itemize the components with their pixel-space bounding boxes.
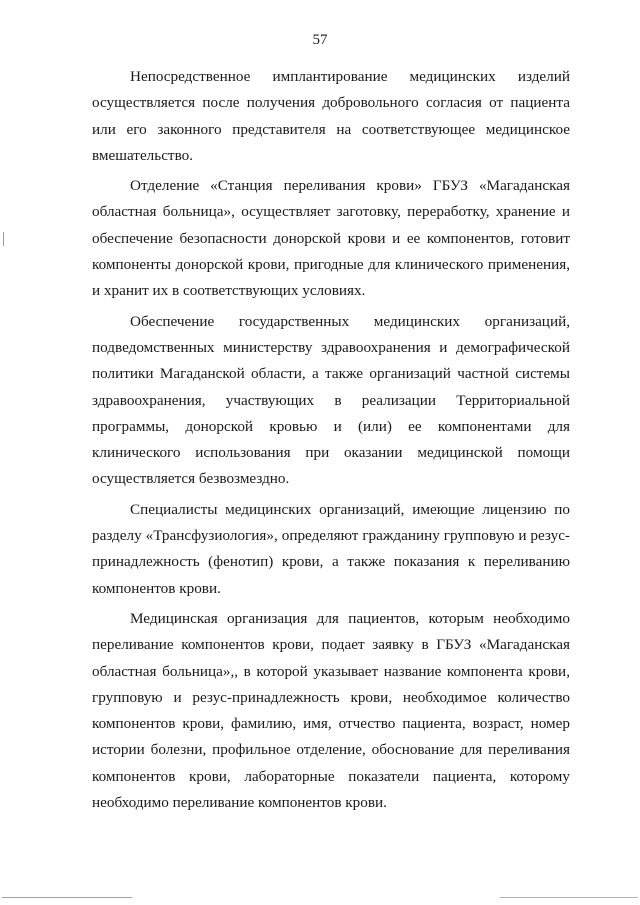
paragraph bbox=[92, 64, 570, 169]
paragraph bbox=[92, 173, 570, 304]
text-line: компонентов крови, фамилию, имя, отчество пациента, возраст, номер bbox=[92, 715, 570, 733]
text-line: групповую и резус-принадлежность крови, необходимое количество bbox=[92, 688, 570, 706]
text-line: здравоохранения, участвующих в реализации Территориальной bbox=[92, 391, 570, 409]
text-line: обеспечение безопасности донорской крови и ее компонентов, готовит bbox=[92, 229, 570, 247]
text-line: политики Магаданской области, а также организаций частной системы bbox=[92, 365, 570, 383]
text-line: компонентов крови, лабораторные показатели пациента, которому bbox=[92, 767, 570, 785]
text-line: необходимо переливание компонентов крови. bbox=[92, 794, 387, 812]
text-line: Непосредственное имплантирование медицинских изделий bbox=[130, 68, 570, 85]
text-line: или его законного представителя на соответствующее медицинское bbox=[92, 120, 570, 138]
paragraph bbox=[92, 606, 570, 816]
scan-edge-line bbox=[500, 897, 638, 898]
text-line: истории болезни, профильное отделение, обоснование для переливания bbox=[92, 741, 570, 759]
text-line: клинического использования при оказании медицинской помощи bbox=[92, 444, 570, 462]
text-line: осуществляется после получения добровольного согласия от пациента bbox=[92, 94, 570, 112]
text-line: компонентов крови. bbox=[92, 579, 221, 597]
text-line: программы, донорской кровью и (или) ее компонентами для bbox=[92, 417, 570, 435]
text-line: Специалисты медицинских организаций, имеющие лицензию по bbox=[130, 500, 570, 518]
scan-edge-line bbox=[2, 897, 132, 898]
text-line: подведомственных министерству здравоохранения и демографической bbox=[92, 338, 570, 356]
paragraph bbox=[92, 497, 570, 602]
text-line: и хранит их в соответствующих условиях. bbox=[92, 282, 366, 300]
text-line: осуществляется безвозмездно. bbox=[92, 470, 290, 488]
text-line: областная больница», осуществляет заготовку, переработку, хранение и bbox=[92, 203, 570, 221]
text-line: переливание компонентов крови, подает заявку в ГБУЗ «Магаданская bbox=[92, 636, 570, 654]
text-line: вмешательство. bbox=[92, 146, 194, 164]
margin-mark bbox=[3, 232, 4, 246]
text-line: Обеспечение государственных медицинских организаций, bbox=[130, 312, 570, 330]
text-line: компоненты донорской крови, пригодные для клинического применения, bbox=[92, 256, 570, 274]
text-line: принадлежность (фенотип) крови, а также показания к переливанию bbox=[92, 553, 570, 571]
paragraph bbox=[92, 309, 570, 493]
page-number: 57 bbox=[312, 32, 328, 48]
text-line: Отделение «Станция переливания крови» ГБУЗ «Магаданская bbox=[130, 177, 570, 195]
text-line: Медицинская организация для пациентов, которым необходимо bbox=[130, 609, 570, 627]
text-line: разделу «Трансфузиология», определяют гражданину групповую и резус- bbox=[92, 527, 570, 545]
text-line: областная больница»,, в которой указывает название компонента крови, bbox=[92, 662, 570, 680]
document-body bbox=[92, 64, 570, 824]
